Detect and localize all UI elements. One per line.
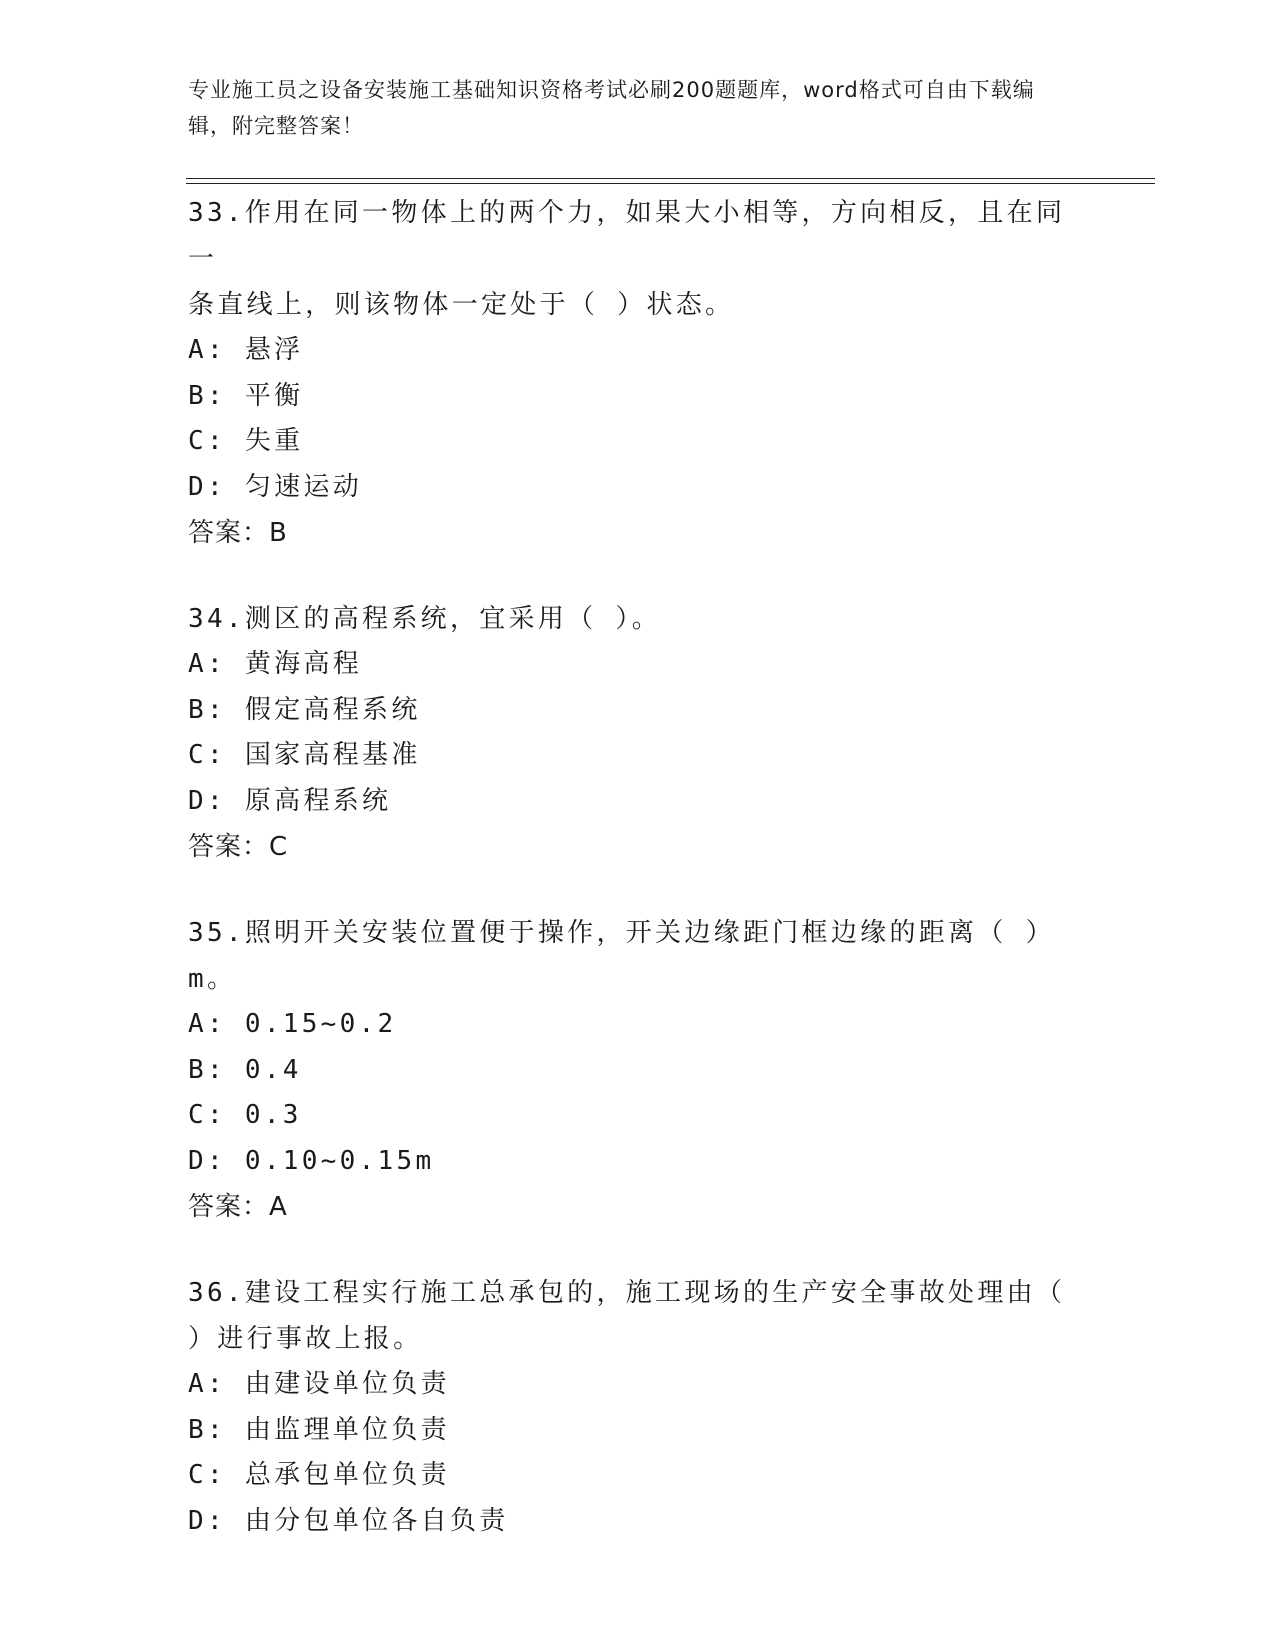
header-divider-top xyxy=(186,178,1155,179)
header-divider-bottom xyxy=(186,183,1155,184)
question-stem-line: 33.作用在同一物体上的两个力，如果大小相等，方向相反，且在同一 xyxy=(188,198,1066,274)
option-b: B: 由监理单位负责 xyxy=(188,1414,450,1445)
question-list xyxy=(188,190,1088,1584)
document-header: 专业施工员之设备安装施工基础知识资格考试必刷200题题库，word格式可自由下载编辑，附完整答案！ xyxy=(188,78,1035,138)
option-c: C: 0.3 xyxy=(188,1100,302,1130)
question-33 xyxy=(188,190,1088,556)
question-stem-line: 34.测区的高程系统，宜采用（ ）。 xyxy=(188,604,662,634)
option-d: D: 原高程系统 xyxy=(188,785,392,816)
option-b: B: 平衡 xyxy=(188,380,304,411)
option-a: A: 悬浮 xyxy=(188,335,304,365)
option-c: C: 总承包单位负责 xyxy=(188,1460,450,1490)
answer: 答案：C xyxy=(188,832,289,862)
question-stem-line: ）进行事故上报。 xyxy=(188,1324,423,1354)
question-35 xyxy=(188,910,1088,1230)
answer: 答案：B xyxy=(188,518,288,548)
option-b: B: 0.4 xyxy=(188,1054,302,1085)
option-d: D: 由分包单位各自负责 xyxy=(188,1505,509,1536)
question-34 xyxy=(188,596,1088,870)
question-36 xyxy=(188,1270,1088,1544)
option-d: D: 匀速运动 xyxy=(188,471,363,502)
option-b: B: 假定高程系统 xyxy=(188,694,421,725)
question-stem-line: 条直线上，则该物体一定处于（ ）状态。 xyxy=(188,290,735,320)
option-a: A: 黄海高程 xyxy=(188,649,363,679)
question-stem-line: 35.照明开关安装位置便于操作，开关边缘距门框边缘的距离（ ）m。 xyxy=(188,918,1055,994)
option-a: A: 由建设单位负责 xyxy=(188,1369,450,1399)
option-d: D: 0.10~0.15m xyxy=(188,1145,435,1176)
option-c: C: 国家高程基准 xyxy=(188,740,421,770)
question-stem-line: 36.建设工程实行施工总承包的，施工现场的生产安全事故处理由（ xyxy=(188,1278,1066,1308)
option-c: C: 失重 xyxy=(188,426,304,456)
answer: 答案：A xyxy=(188,1192,288,1222)
option-a: A: 0.15~0.2 xyxy=(188,1009,397,1039)
